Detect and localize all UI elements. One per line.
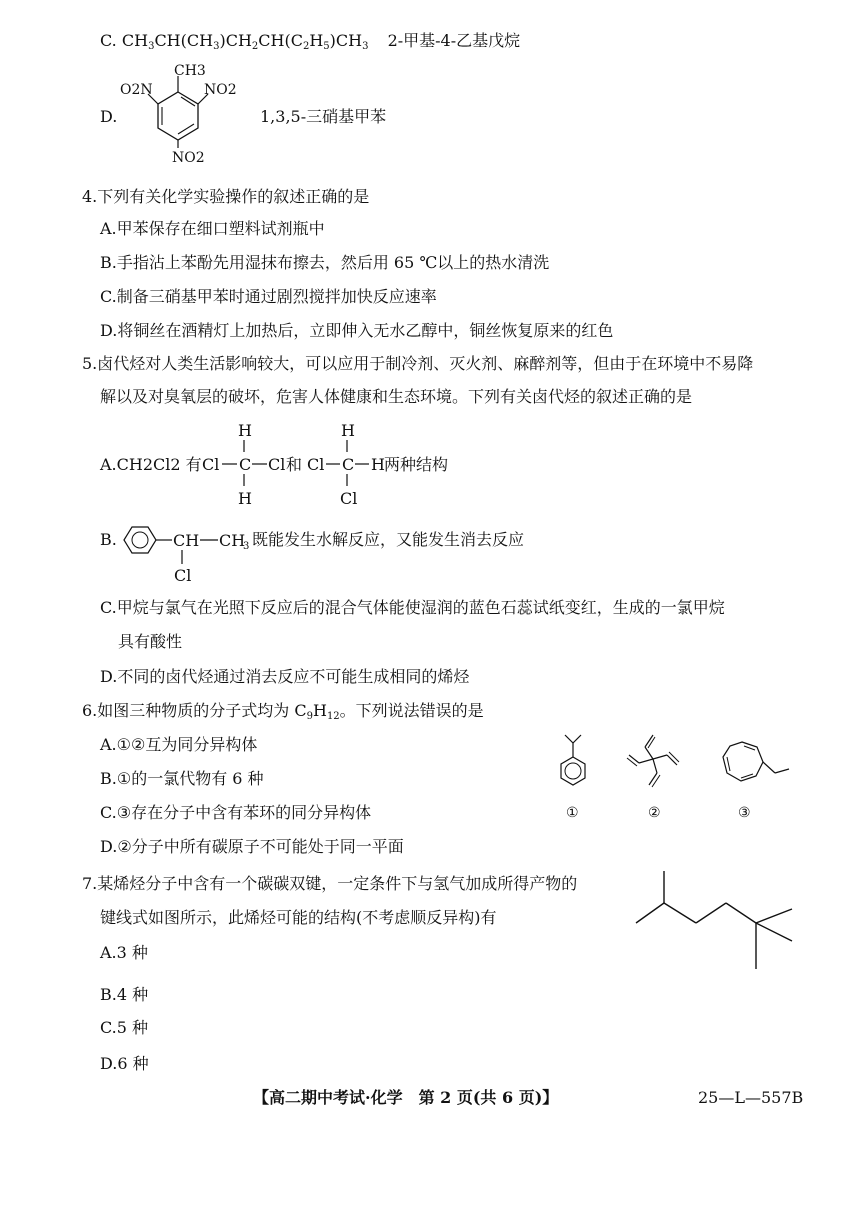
cumene-structure <box>561 735 585 821</box>
q7-stem-2: 键线式如图所示，此烯烃可能的结构(不考虑顺反异构)有 <box>100 908 497 927</box>
q3-option-c: C. $CH_3CH(CH_3)CH_2CH(C_2H_5)CH_3$ 2-甲基-4-乙基戊烷 <box>100 31 521 52</box>
q4-option-d: D.将铜丝在酒精灯上加热后，立即伸入无水乙醇中，铜丝恢复原来的红色 <box>100 321 614 340</box>
q7-option-a: A.3 种 <box>100 943 148 962</box>
ch3-label: CH3 <box>174 63 206 79</box>
svg-text:②: ② <box>648 805 661 821</box>
q5-option-c-2: 具有酸性 <box>118 632 183 651</box>
svg-text:H: H <box>238 489 252 508</box>
footer-code: 25—L—557B <box>698 1088 804 1107</box>
q6-option-c: C.③存在分子中含有苯环的同分异构体 <box>100 803 372 822</box>
q5-option-b-label: B. <box>100 530 117 549</box>
q6-option-a: A.①②互为同分异构体 <box>100 735 258 754</box>
svg-text:CH: CH <box>173 531 200 550</box>
svg-text:3: 3 <box>243 541 250 552</box>
q6-structures-figure <box>545 725 805 825</box>
q5-a-and: 和 <box>286 455 303 474</box>
q3-d-name: 1,3,5-三硝基甲苯 <box>260 107 387 126</box>
q6-stem: 6.如图三种物质的分子式均为 $C_9H_{12}$。下列说法错误的是 <box>82 701 484 722</box>
q5-option-a: A.CH2Cl2 有 <box>100 455 202 474</box>
q3-c-formula: $CH_3CH(CH_3)CH_2CH(C_2H_5)CH_3$ <box>121 31 369 52</box>
svg-text:Cl: Cl <box>340 489 358 508</box>
q3-option-d-label: D. <box>100 107 118 126</box>
svg-text:①: ① <box>566 805 579 821</box>
svg-text:C: C <box>342 455 355 474</box>
q7-skeletal-formula <box>630 865 800 975</box>
svg-text:C: C <box>239 455 252 474</box>
no2-left-label: O2N <box>120 82 153 98</box>
svg-text:③: ③ <box>738 805 751 821</box>
q7-stem-1: 7.某烯烃分子中含有一个碳碳双键，一定条件下与氢气加成所得产物的 <box>82 874 578 893</box>
footer-title: 【高二期中考试·化学 第 2 页(共 6 页)】 <box>253 1088 559 1107</box>
q7-option-c: C.5 种 <box>100 1018 149 1037</box>
q6-option-b: B.①的一氯代物有 6 种 <box>100 769 264 788</box>
svg-text:H: H <box>371 455 385 474</box>
q7-option-d: D.6 种 <box>100 1054 149 1073</box>
no2-bottom-label: NO2 <box>172 150 205 166</box>
svg-text:H: H <box>341 421 355 440</box>
tetravinylmethane-structure <box>627 735 679 821</box>
svg-text:Cl: Cl <box>202 455 220 474</box>
q5-option-d: D.不同的卤代烃通过消去反应不可能生成相同的烯烃 <box>100 667 470 686</box>
q5-option-c-1: C.甲烷与氯气在光照下反应后的混合气体能使湿润的蓝色石蕊试纸变红，生成的一氯甲烷 <box>100 598 725 617</box>
svg-text:H: H <box>238 421 252 440</box>
q5-b-text: 既能发生水解反应，又能发生消去反应 <box>252 530 525 549</box>
chloroethylbenzene-structure <box>116 518 276 588</box>
q5-stem-1: 5.卤代烃对人类生活影响较大，可以应用于制冷剂、灭火剂、麻醉剂等，但由于在环境中不易降 <box>82 354 754 373</box>
trinitrotoluene-structure <box>118 58 258 170</box>
no2-right-label: NO2 <box>204 82 237 98</box>
ethylcycloheptatriene-structure <box>723 742 789 821</box>
q5-stem-2: 解以及对臭氧层的破坏，危害人体健康和生态环境。下列有关卤代烃的叙述正确的是 <box>100 387 693 406</box>
q4-option-b: B.手指沾上苯酚先用湿抹布擦去，然后用 65 ℃以上的热水清洗 <box>100 253 550 272</box>
svg-text:Cl: Cl <box>174 566 192 585</box>
q6-option-d: D.②分子中所有碳原子不可能处于同一平面 <box>100 837 404 856</box>
svg-text:Cl: Cl <box>268 455 286 474</box>
q4-option-a: A.甲苯保存在细口塑料试剂瓶中 <box>100 219 325 238</box>
svg-text:Cl: Cl <box>307 455 325 474</box>
q5-a-tail: 两种结构 <box>384 455 449 474</box>
q4-stem: 4.下列有关化学实验操作的叙述正确的是 <box>82 187 370 206</box>
q7-option-b: B.4 种 <box>100 985 149 1004</box>
svg-text:CH: CH <box>219 531 246 550</box>
q4-option-c: C.制备三硝基甲苯时通过剧烈搅拌加快反应速率 <box>100 287 437 306</box>
